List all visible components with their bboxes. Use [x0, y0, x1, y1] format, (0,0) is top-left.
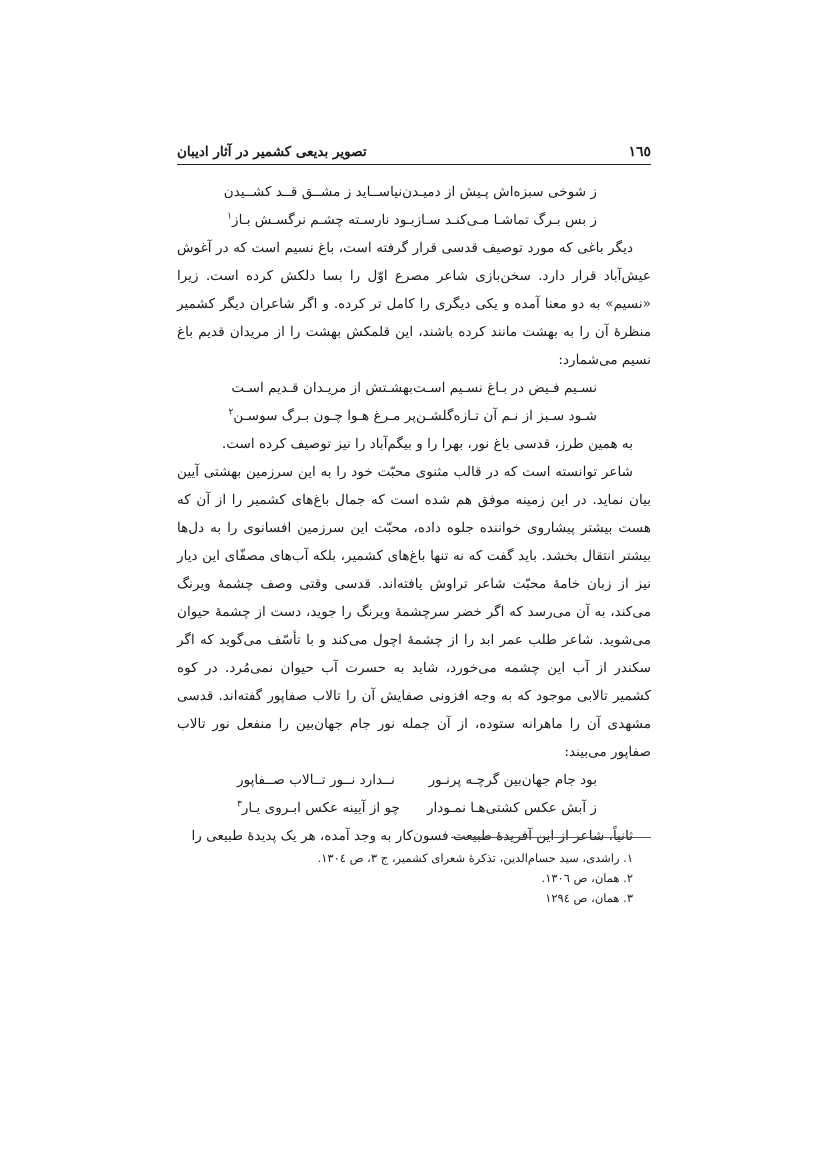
verse-hemistich-right: نسـیم فـیض در بـاغ نسـیم اسـت — [412, 380, 597, 396]
footnote-ref: ٣ — [237, 799, 242, 810]
footnote: ٢. همان، ص ١٣٠٦. — [541, 871, 633, 885]
running-title: تصویر بدیعی کشمیر در آثار ادیبان — [177, 144, 367, 160]
verse-hemistich-left: چو از آیینه عکس ابـروی یـار$^٣$ — [237, 799, 400, 816]
verse-hemistich-left: نــدارد نــور تــالاب صــفاپور — [237, 772, 395, 788]
main-text — [177, 178, 651, 850]
verse-line — [237, 766, 597, 794]
paragraph: شاعر توانسته است که در قالب مثنوی محبّت خود را به این سرزمین بهشتی آیین بیان نماید. در این زمینه موفق هم شده است که جمال باغ‌های کشمیر را از آن که هست بیشتر پیشاروی خواننده جلوه داده، محبّت این سرزمین افسانوی را به دل‌ها بیشتر انتقال بخشد. باید گفت که نه تنها باغ‌های کشمیر، بلکه آب‌های مصفّای این دیار نیز از زبان خامهٔ محبّت شاعر تراوش یافته‌اند. قدسی وقتی وصف چشمهٔ ویرنگ می‌کند، به آن می‌رسد که اگر خضر سرچشمهٔ ویرنگ را جوید، دست از چشمهٔ حیوان می‌شوید. شاعر طلب عمر ابد را از چشمهٔ اچول می‌کند و با تأسّف می‌گوید که اگر سکندر از آب این چشمه می‌خورد، شاید به حسرت آب حیوان نمی‌مُرد. در کوه کشمیر تالابی موجود که به وجه افزونی صفایش آن را تالاب صفاپور گفته‌اند. قدسی مشهدی آن را ماهرانه ستوده، از آن جمله نور جام جهان‌بین را منفعل نور تالاب صفاپور می‌بیند: — [177, 464, 651, 760]
footnote: ٣. همان، ص ١٢٩٤ — [545, 891, 633, 905]
footnote: ١. راشدی، سید حسام‌الدین، تذکرهٔ شعرای کشمیر، ج ٣، ص ١٣٠٤. — [317, 851, 633, 865]
paragraph: به همین طرز، قدسی باغ نور، بهرا را و بیگم‌آباد را نیز توصیف کرده است. — [221, 436, 633, 452]
paragraph: دیگر باغی که مورد توصیف قدسی قرار گرفته است، باغ نسیم است که در آغوش عیش‌آباد قرار دارد. سخن‌بازی شاعر مصرع اوّل را بسا دلکش کرده است. زیرا «نسیم» به دو معنا آمده و یکی دیگری را کامل تر کرده. و اگر شاعران دیگر کشمیر منظرهٔ آن را به بهشت مانند کرده باشند، این قلمکش بهشت را از مریدان قدیم باغ نسیم می‌شمارد: — [177, 240, 651, 368]
verse-line — [227, 206, 597, 234]
footnote-divider — [451, 837, 651, 838]
footnote-ref: ٢ — [228, 407, 234, 418]
verse-line — [231, 374, 597, 402]
footnotes — [177, 848, 651, 908]
page-number: ١٦٥ — [628, 144, 651, 160]
verse-hemistich-left: پر مـرغ هـوا چـون بـرگ سوسـن$^٢$ — [228, 407, 417, 424]
paragraph: ثانیاً، شاعر از این آفریدهٔ طبیعت فسون‌کار به وجد آمده، هر یک پدیدهٔ طبیعی را — [191, 828, 633, 844]
verse-hemistich-right: ز بس بـرگ تماشـا مـی‌کنـد سـاز — [414, 212, 597, 228]
verse-hemistich-right: شـود سـبز از نـم آن تـازه‌گلشـن — [416, 408, 597, 424]
verse-line — [228, 402, 597, 430]
verse-hemistich-right: بود جام جهان‌بین گرچـه پرنـور — [428, 772, 597, 788]
verse-line — [237, 794, 597, 822]
footnote-ref: ١ — [227, 211, 232, 222]
verse-hemistich-right: ز شوخی سبزه‌اش پـیش از دمیـدن — [402, 184, 597, 200]
verse-hemistich-left: بهشـتش از مریـدان قـدیم اسـت — [231, 380, 413, 396]
verse-hemistich-left: نیاســاید ز مشــق قــد کشــیدن — [223, 184, 403, 200]
verse-hemistich-left: بـود نارسـته چشـم نرگسـش بـاز$^١$ — [227, 211, 415, 228]
verse-hemistich-right: ز آبش عکس کشتی‌هـا نمـودار — [426, 800, 597, 816]
page-header — [177, 142, 651, 165]
verse-line — [223, 178, 597, 206]
